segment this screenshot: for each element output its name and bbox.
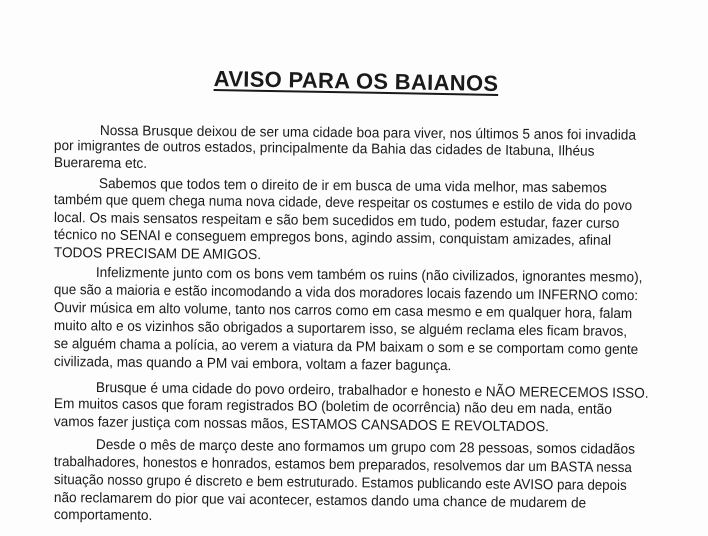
text-line: por imigrantes de outros estados, principalmente da Bahia das cidades de Itabuna, Ilhéus [53,138,595,160]
document-title: AVISO PARA OS BAIANOS [213,66,499,96]
text-line: civilizada, mas quando a PM vai embora, voltam a fazer bagunça. [53,354,452,375]
text-line: Infelizmente junto com os bons vem também os ruins (não civilizados, ignorantes mesmo), [95,265,643,286]
text-line: comportamento. [53,507,153,525]
text-line: muito alto e os vizinhos são obrigados a suportarem isso, se alguém reclama eles ficam bravos, [53,318,628,341]
text-line: Desde o mês de março deste ano formamos um grupo com 28 pessoas, somos cidadãos [95,437,636,458]
text-line: vamos fazer justiça com nossas mãos, ESTAMOS CANSADOS E REVOLTADOS. [53,414,549,436]
text-line: não reclamarem do pior que vai acontecer, estamos dando uma chance de mudarem de [53,490,587,512]
text-line: local. Os mais sensatos respeitam e são bem sucedidos em tudo, podem estudar, fazer curso [53,210,620,232]
text-line: Sabemos que todos tem o direito de ir em busca de uma vida melhor, mas sabemos [98,176,607,197]
text-line: Buerarema etc. [53,155,148,172]
text-line: Brusque é uma cidade do povo ordeiro, trabalhador e honesto e NÃO MERECEMOS ISSO. [95,380,649,402]
text-line: TODOS PRECISAM DE AMIGOS. [53,245,262,264]
text-line: situação nosso grupo é discreto e bem estruturado. Estamos publicando este AVISO para depois [53,472,627,494]
text-line: técnico no SENAI e conseguem empregos bons, agindo assim, conquistam amizades, afinal [53,227,612,249]
text-line: trabalhadores, honestos e honrados, estamos bem preparados, resolvemos dar um BASTA nessa [53,454,632,477]
text-line: que são a maioria e estão incomodando a vida dos moradores locais fazendo um INFERNO como: [53,282,639,305]
text-line: Nossa Brusque deixou de ser uma cidade boa para viver, nos últimos 5 anos foi invadida [99,123,637,144]
text-line: Em muitos casos que foram registrados BO (boletim de ocorrência) não deu em nada, então [53,396,612,418]
text-line: se alguém chama a polícia, ao verem a viatura da PM baixam o som e se comportam como gente [53,336,639,359]
text-line: Ouvir música em alto volume, tanto nos carros como em casa mesmo e em qualquer hora, falam [53,300,633,323]
text-line: também que quem chega numa nova cidade, deve respeitar os costumes e estilo de vida do povo [53,192,633,215]
